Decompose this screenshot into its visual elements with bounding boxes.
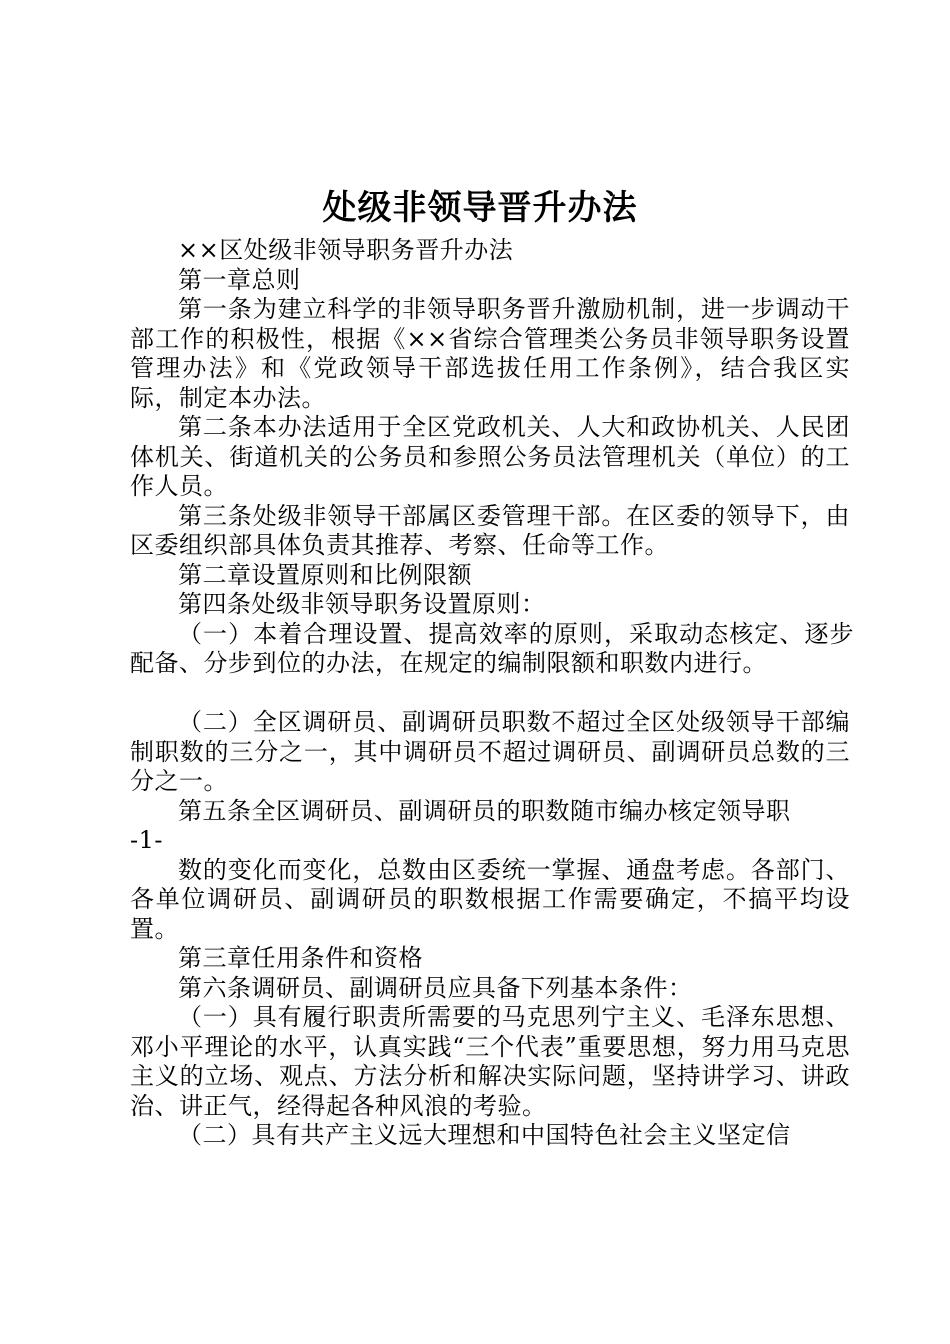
list-paragraph: （一）具有履行职责所需要的马克思列宁主义、毛泽东思想、邓小平理论的水平，认真实践“三个代表”重要思想，努力用马克思主义的立场、观点、方法分析和解决实际问题，坚持讲学习、讲政治、讲正气，经得起各种风浪的考验。 xyxy=(130,1003,850,1120)
chapter-heading: 第三章任用条件和资格 xyxy=(178,944,423,972)
paragraph-gap xyxy=(130,679,850,709)
list-paragraph: （二）具有共产主义远大理想和中国特色社会主义坚定信 xyxy=(178,1121,791,1149)
article-paragraph: 第二条本办法适用于全区党政机关、人大和政协机关、人民团体机关、街道机关的公务员和参照公务员法管理机关（单位）的工作人员。 xyxy=(130,413,850,500)
list-paragraph: （二）全区调研员、副调研员职数不超过全区处级领导干部编制职数的三分之一，其中调研员不超过调研员、副调研员总数的三分之一。 xyxy=(130,708,850,795)
document-body xyxy=(130,236,854,1151)
chapter-heading: 第二章设置原则和比例限额 xyxy=(178,560,472,589)
article-paragraph: 第四条处级非领导职务设置原则： xyxy=(178,590,546,618)
article-paragraph: 第六条调研员、副调研员应具备下列基本条件： xyxy=(178,973,693,1002)
article-paragraph: 第三条处级非领导干部属区委管理干部。在区委的领导下，由区委组织部具体负责其推荐、考察、任命等工作。 xyxy=(130,501,850,559)
chapter-heading: 第一章总则 xyxy=(178,265,301,294)
document-subtitle: ××区处级非领导职务晋升办法 xyxy=(178,236,514,264)
article-paragraph: 数的变化而变化，总数由区委统一掌握、通盘考虑。各部门、各单位调研员、副调研员的职数根据工作需要确定，不搞平均设置。 xyxy=(130,855,850,943)
page-number: -1- xyxy=(130,826,163,854)
list-paragraph: （一）本着合理设置、提高效率的原则，采取动态核定、逐步配备、分步到位的办法，在规定的编制限额和职数内进行。 xyxy=(130,619,854,677)
article-paragraph: 第一条为建立科学的非领导职务晋升激励机制，进一步调动干部工作的积极性，根据《××省综合管理类公务员非领导职务设置管理办法》和《党政领导干部选拔任用工作条例》，结合我区实际，制定本办法。 xyxy=(130,295,850,412)
article-paragraph: 第五条全区调研员、副调研员的职数随市编办核定领导职 xyxy=(178,796,791,825)
document-title: 处级非领导晋升办法 xyxy=(322,188,638,228)
